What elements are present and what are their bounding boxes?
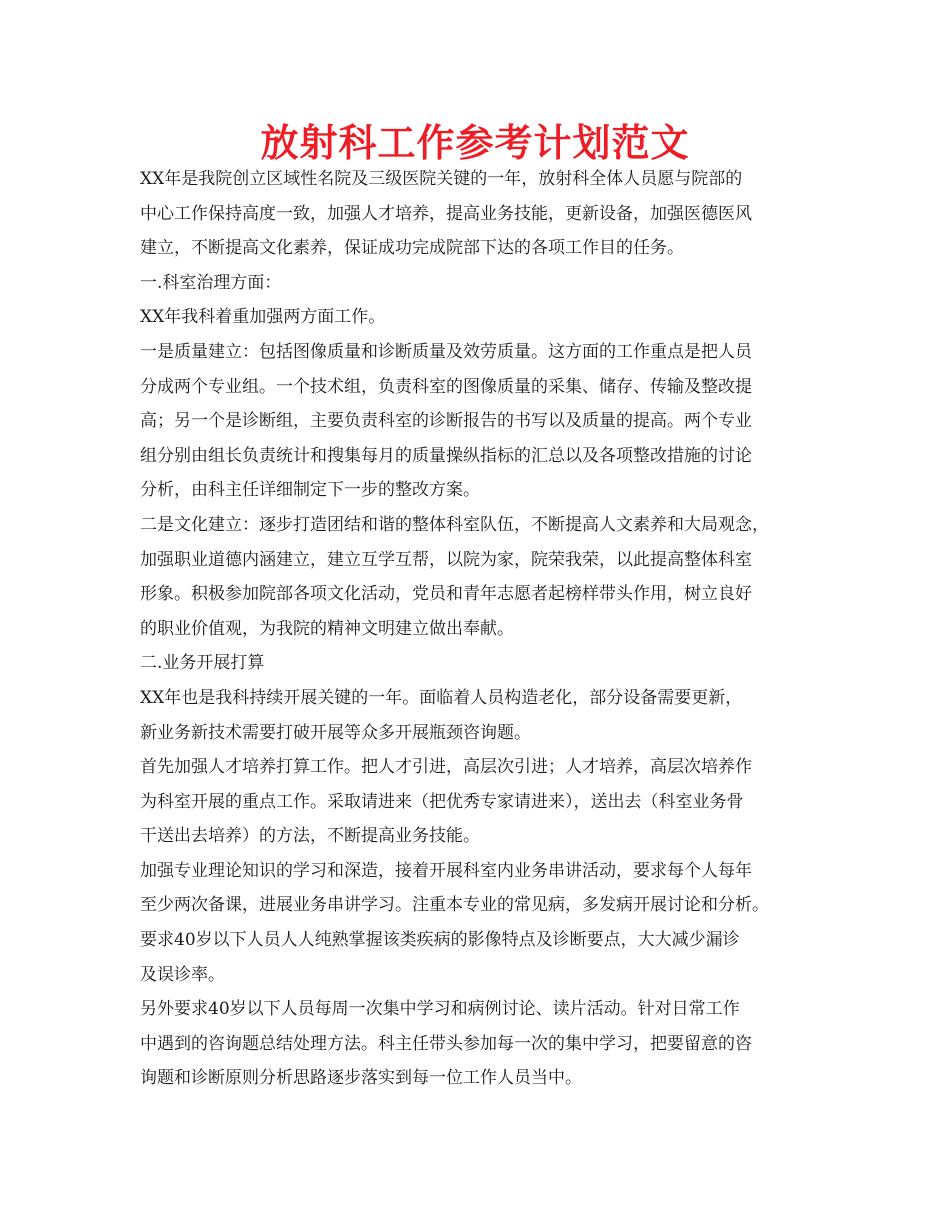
paragraph-line: 高；另一个是诊断组，主要负责科室的诊断报告的书写以及质量的提高。两个专业 bbox=[140, 411, 752, 432]
paragraph-line: 加强专业理论知识的学习和深造，接着开展科室内业务串讲活动，要求每个人每年 bbox=[140, 860, 752, 881]
paragraph bbox=[140, 508, 830, 646]
section-heading-text: 二.业务开展打算 bbox=[140, 653, 265, 674]
paragraph bbox=[140, 681, 830, 750]
paragraph-line: 中心工作保持高度一致，加强人才培养，提高业务技能，更新设备，加强医德医风 bbox=[140, 203, 752, 224]
paragraph-line: 一是质量建立：包括图像质量和诊断质量及效劳质量。这方面的工作重点是把人员 bbox=[140, 341, 752, 362]
document-title: 放射科工作参考计划范文 bbox=[260, 121, 690, 165]
paragraph bbox=[140, 992, 830, 1096]
paragraph-line: 要求40岁以下人员人人纯熟掌握该类疾病的影像特点及诊断要点，大大减少漏诊 bbox=[140, 930, 740, 951]
paragraph-line: 中遇到的咨询题总结处理方法。科主任带头参加每一次的集中学习，把要留意的咨 bbox=[140, 1033, 752, 1054]
section-heading bbox=[140, 646, 830, 681]
paragraph-line: 首先加强人才培养打算工作。把人才引进，高层次引进；人才培养，高层次培养作 bbox=[140, 757, 752, 778]
paragraph-line: XX年我科着重加强两方面工作。 bbox=[140, 307, 386, 328]
paragraph-line: 建立，不断提高文化素养，保证成功完成院部下达的各项工作目的任务。 bbox=[140, 238, 684, 259]
paragraph-line: 形象。积极参加院部各项文化活动，党员和青年志愿者起榜样带头作用，树立良好 bbox=[140, 584, 752, 605]
paragraph-line: XX年是我院创立区域性名院及三级医院关键的一年，放射科全体人员愿与院部的 bbox=[140, 169, 743, 189]
paragraph-line: 分成两个专业组。一个技术组，负责科室的图像质量的采集、储存、传输及整改提 bbox=[140, 376, 752, 397]
paragraph bbox=[140, 162, 830, 266]
document-body bbox=[140, 162, 830, 1096]
paragraph-line: 及误诊率。 bbox=[140, 964, 225, 985]
paragraph-line: 组分别由组长负责统计和搜集每月的质量操纵指标的汇总以及各项整改措施的讨论 bbox=[140, 445, 752, 466]
paragraph bbox=[140, 854, 830, 992]
paragraph-line: 询题和诊断原则分析思路逐步落实到每一位工作人员当中。 bbox=[140, 1068, 582, 1089]
section-heading bbox=[140, 266, 830, 301]
section-heading-text: 一.科室治理方面： bbox=[140, 272, 282, 293]
paragraph bbox=[140, 300, 830, 335]
paragraph-line: 为科室开展的重点工作。采取请进来（把优秀专家请进来），送出去（科室业务骨 bbox=[140, 791, 744, 812]
paragraph-line: 二是文化建立：逐步打造团结和谐的整体科室队伍，不断提高人文素养和大局观念， bbox=[140, 514, 769, 535]
paragraph-line: 分析，由科主任详细制定下一步的整改方案。 bbox=[140, 480, 480, 501]
paragraph-line: 至少两次备课，进展业务串讲学习。注重本专业的常见病，多发病开展讨论和分析。 bbox=[140, 895, 769, 916]
paragraph-line: 新业务新技术需要打破开展等众多开展瓶颈咨询题。 bbox=[140, 722, 531, 743]
paragraph-line: XX年也是我科持续开展关键的一年。面临着人员构造老化，部分设备需要更新， bbox=[140, 687, 743, 708]
paragraph-line: 干送出去培养）的方法，不断提高业务技能。 bbox=[140, 826, 480, 847]
paragraph-line: 另外要求40岁以下人员每周一次集中学习和病例讨论、读片活动。针对日常工作 bbox=[140, 999, 740, 1020]
paragraph-line: 的职业价值观，为我院的精神文明建立做出奉献。 bbox=[140, 618, 514, 639]
paragraph bbox=[140, 750, 830, 854]
paragraph bbox=[140, 335, 830, 508]
paragraph-line: 加强职业道德内涵建立，建立互学互帮，以院为家，院荣我荣，以此提高整体科室 bbox=[140, 549, 752, 570]
